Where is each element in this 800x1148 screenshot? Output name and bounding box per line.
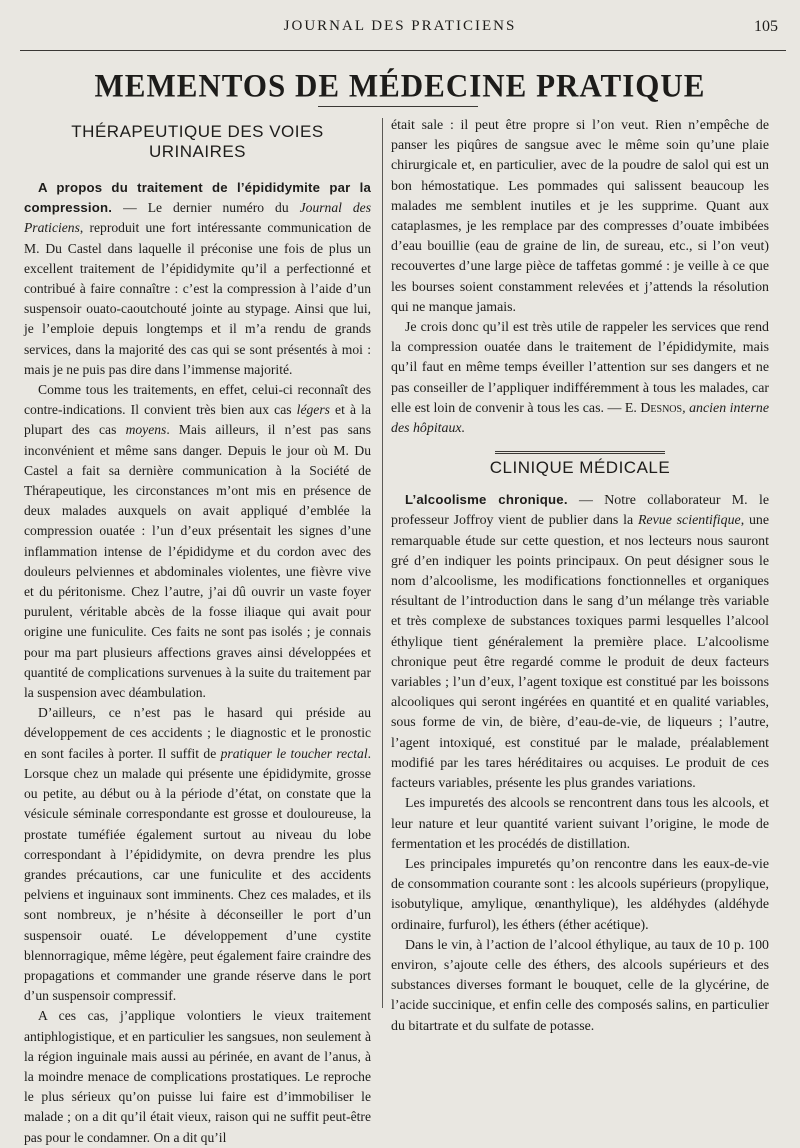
paragraph (391, 318, 769, 439)
paragraph (24, 178, 371, 380)
running-title: JOURNAL DES PRATICIENS (283, 18, 517, 34)
paragraph: Les principales impuretés qu’on rencontre dans les eaux-de-vie de consommation courante sont : les alcools supérieurs (propylique, isobutylique, amylique, œnanthylique), les aldéhydes (aldéhyde ordinaire, furfurol), les éthers (éther acétique). (391, 856, 769, 933)
text-run: , une remarquable étude sur cette question, et nos lecteurs nous sauront gré d’en indiquer les points principaux. On peut désigner sous le nom d’alcoolisme, les modifications fonctionnelles et organiques résultant de l’introduction dans le sang d’un mélange très variable et très complexe de substances toxiques parmi lesquelles l’alcool éthylique tient généralement la première place. L’alcoolisme chronique peut être regardé comme le produit de deux facteurs variables ; l’un d’eux, l’agent toxique est constitué par les boissons alcooliques qui seront ingérées en quantité et en qualité variables, sous forme de vin, de bière, d’eau-de-vie, de liqueurs ; l’autre, l’agent intoxiqué, est constitué par le malade, préalablement modifié par les tares héréditaires ou acquises. Le produit de ces facteurs variables, présente les plus grandes variations. (391, 513, 769, 792)
left-column (24, 116, 371, 1148)
emphasis: pratiquer le toucher rectal (220, 745, 368, 761)
column-divider (382, 118, 383, 1008)
journal-name: Journal des Praticiens (24, 200, 372, 236)
paragraph (24, 380, 371, 703)
paragraph: Les impuretés des alcools se rencontrent dans tous les alcools, et leur nature et leur quantité varient suivant l’origine, le mode de fermentation et les procédés de distillation. (391, 796, 769, 852)
page-number: 105 (754, 18, 778, 35)
text-run: . Mais ailleurs, il n’est pas sans inconvénient et même sans danger. Depuis le jour où M. Du Castel a fait sa dernière communication à la Société de Thérapeutique, les circonstances m’ont mis en présence de deux malades auxquels on avait appliqué d’emblée la compression ouatée : l’un d’eux présentait les signes d’une inflammation intense de l’épididyme et du cordon avec des douleurs pelviennes et abdominales violentes, une fièvre vive et du péritonisme. Chez l’autre, j’ai dû ouvrir un vaste foyer purulent, véritable abcès de la fosse iliaque qui avait pour origine une funiculite. Ces faits ne sont pas isolés ; je connais pour ma part plusieurs affections graves ainsi développées et quantité de complications survenues à la suite du traitement par la suspension avec déambulation. (24, 422, 371, 701)
journal-name: Revue scientifique (637, 513, 741, 529)
text-run: , reproduit une fort intéressante communication de M. Du Castel dans laquelle il préconise une fois de plus un excellent traitement de l’épididymite qu’il a perfectionné et contribué à faire connaître : c’est la compression à l’aide d’un suspensoir ouato-caoutchouté jointe au stypage. Ainsi que lui, je l’emploie depuis longtemps et il m’a rendu de grands services, dans la majorité des cas qui se sont présentés à moi : mais je ne puis pas dire dans l’immense majorité. (24, 220, 371, 377)
author-title: , ancien interne des hôpitaux. (391, 400, 770, 437)
paragraph: A ces cas, j’applique volontiers le vieux traitement antiphlogistique, et en particulier les sangsues, non seulement à la région inguinale mais aussi au périnée, en avant de l’anus, à la moindre menace de complications prostatiques. Le reproche le plus sérieux qu’on puisse lui faire est d’immobiliser le malade ; on a dit qu’il était vieux, raison qui ne suffit peut-être pas pour le condamner. On a dit qu’il (24, 1008, 371, 1145)
text-run: Comme tous les traitements, en effet, celui-ci reconnaît des contre-indications. Il convient très bien aux cas (24, 382, 371, 418)
paragraph (24, 703, 371, 1006)
text-run: . Lorsque chez un malade qui présente une épididymite, grosse ou petite, au début ou à la période d’état, on constate que la vésicule séminale correspondante est grosse et douloureuse, la prostate tuméfiée également surtout au niveau du lobe correspondant à l’épididymite, on devra prendre les plus grandes précautions, car une funiculite et des accidents pelviens et inguinaux sont imminents. Chez ces malades, et ils sont nombreux, je n’hésite à déconseiller le port d’un suspensoir ouaté. Le développement d’une cystite blennorragique, même légère, peut également faire craindre des propagations et commander une grande réserve dans le port d’un suspensoir compressif. (24, 745, 372, 1004)
paragraph: Dans le vin, à l’action de l’alcool éthylique, au taux de 10 p. 100 environ, s’ajoute celle des éthers, des alcools supérieurs et des substances diverses formant le bouquet, celle de la glycérine, de l’acide succinique, et enfin celle des composés salins, en particulier du bitartrate et du sulfate de potasse. (391, 937, 769, 1034)
text-run: Je crois donc qu’il est très utile de rappeler les services que rend la compression ouatée dans le traitement de l’épididymite, mais qu’il faut en même temps éveiller l’attention sur ses dangers et ne pas conseiller de l’appliquer indifféremment à tous les malades, car elle est loin de convenir à tous les cas. — (391, 320, 769, 416)
author-signature: E. Desnos (624, 400, 683, 416)
page-title: MEMENTOS DE MÉDECINE PRATIQUE (94, 67, 706, 104)
title-rule (318, 106, 478, 107)
paragraph (391, 490, 769, 794)
section-heading-clinique: CLINIQUE MÉDICALE (489, 458, 671, 478)
article-lead: L’alcoolisme chronique. (405, 492, 568, 508)
emphasis: légers (296, 402, 330, 418)
header-rule (20, 50, 786, 51)
text-run: — Le dernier numéro du (112, 200, 300, 216)
text-run: — Notre collaborateur M. le professeur Joffroy vient de publier dans la (391, 493, 769, 529)
emphasis: moyens (125, 422, 167, 438)
text-run: D’ailleurs, ce n’est pas le hasard qui préside au développement de ces accidents ; le diagnostic et le pronostic en sont faciles à porter. Il suffit de (24, 705, 371, 761)
running-head (0, 18, 800, 42)
paragraph: était sale : il peut être propre si l’on veut. Rien n’empêche de panser les piqûres de sangsue avec le même soin qu’une plaie chirurgicale et, en particulier, avec de la poudre de salol qui est un bon hémostatique. Les pommades qui salissent beaucoup les malades me semblent inutiles et je les supprime. Quant aux cataplasmes, je les remplace par des compresses d’ouate imbibées d’eau bouillie (eau de graine de lin, de sureau, etc., si l’on veut) recouvertes d’une large pièce de taffetas gommé : je veille à ce que les bourses soient constamment relevées et j’attends la résolution qui ne manque jamais. (391, 118, 769, 315)
section-heading-therapeutique: THÉRAPEUTIQUE DES VOIES URINAIRES (71, 122, 324, 161)
article-lead: A propos du traitement de l’épididymite par la compression. (24, 180, 371, 216)
right-column (391, 116, 769, 1037)
text-run: et à la plupart des cas (24, 402, 371, 438)
